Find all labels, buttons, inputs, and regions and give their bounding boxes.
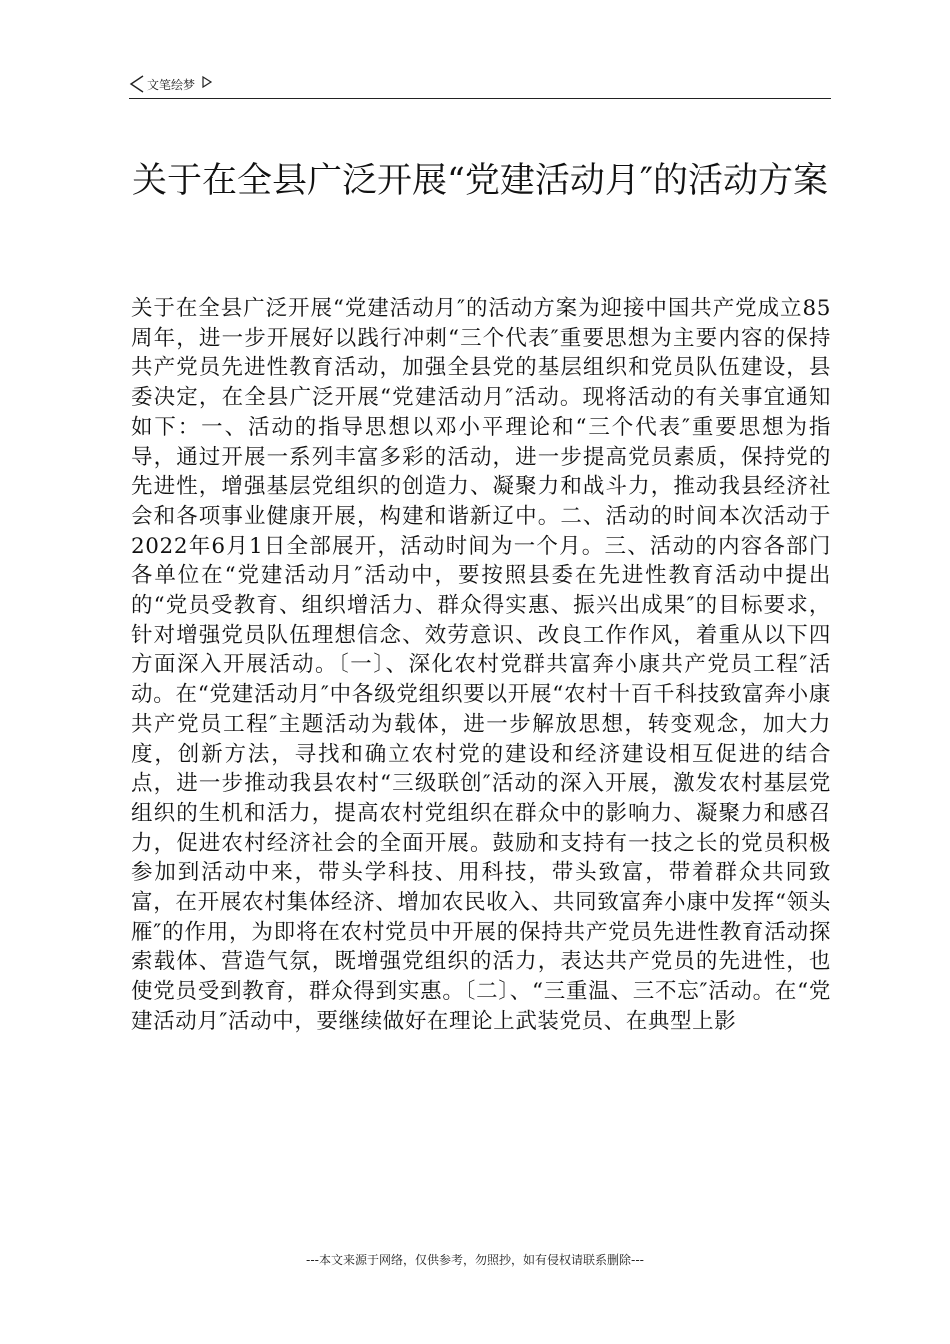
page-header (129, 70, 831, 99)
document-title: 关于在全县广泛开展“党建活动月″的活动方案 (132, 161, 828, 201)
footer-disclaimer: ---本文来源于网络，仅供参考，勿照抄，如有侵权请联系删除--- (306, 1253, 644, 1267)
document-body: 关于在全县广泛开展“党建活动月″的活动方案为迎接中国共产党成立85周年，进一步开展好以践行冲刺“三个代表″重要思想为主要内容的保持共产党员先进性教育活动，加强全县党的基层组织和党员队伍建设，县委决定，在全县广泛开展“党建活动月″活动。现将活动的有关事宜通知如下：一、活动的指导思想以邓小平理论和“三个代表″重要思想为指导，通过开展一系列丰富多彩的活动，进一步提高党员素质，保持党的先进性，增强基层党组织的创造力、凝聚力和战斗力，推动我县经济社会和各项事业健康开展，构建和谐新辽中。二、活动的时间本次活动于2022年6月1日全部展开，活动时间为一个月。三、活动的内容各部门各单位在“党建活动月″活动中，要按照县委在先进性教育活动中提出的“党员受教育、组织增活力、群众得实惠、振兴出成果″的目标要求，针对增强党员队伍理想信念、效劳意识、改良工作作风，着重从以下四方面深入开展活动。〔一〕、深化农村党群共富奔小康共产党员工程″活动。在“党建活动月″中各级党组织要以开展“农村十百千科技致富奔小康共产党员工程″主题活动为载体，进一步解放思想，转变观念，加大力度，创新方法，寻找和确立农村党的建设和经济建设相互促进的结合点，进一步推动我县农村“三级联创″活动的深入开展，激发农村基层党组织的生机和活力，提高农村党组织在群众中的影响力、凝聚力和感召力，促进农村经济社会的全面开展。鼓励和支持有一技之长的党员积极参加到活动中来，带头学科技、用科技，带头致富，带着群众共同致富，在开展农村集体经济、增加农民收入、共同致富奔小康中发挥“领头雁″的作用，为即将在农村党员中开展的保持共产党员先进性教育活动探索载体、营造气氛，既增强党组织的活力，表达共产党员的先进性，也使党员受到教育，群众得到实惠。〔二〕、“三重温、三不忘″活动。在“党建活动月″活动中，要继续做好在理论上武装党员、在典型上影 (131, 296, 831, 1034)
header-brand: 文笔绘梦 (147, 77, 196, 92)
triangle-left-outline-icon (129, 74, 145, 94)
triangle-right-outline-icon (201, 75, 213, 89)
